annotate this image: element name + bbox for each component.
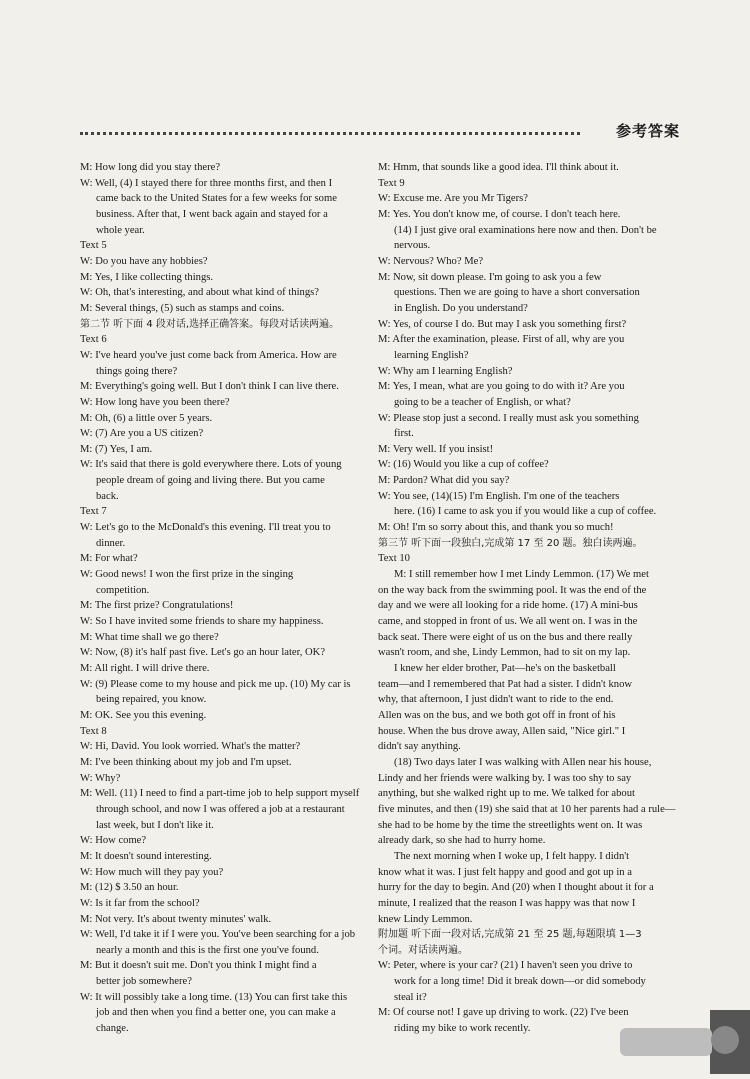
text-line: M: Oh, (6) a little over 5 years. [80,412,213,424]
text-line: house. When the bus drove away, Allen said, "Nice girl." I [378,725,626,737]
text-line: business. After that, I went back again and stayed for a [96,208,328,220]
text-line: back seat. There were eight of us on the bus and there really [378,631,633,643]
text-line: M: Oh! I'm so sorry about this, and thank you so much! [378,522,614,534]
text-line: M: I still remember how I met Lindy Lemmon. (17) We met [394,569,649,581]
text-line: W: Now, (8) it's half past five. Let's go an hour later, OK? [80,647,326,659]
text-line: (18) Two days later I was walking with Allen near his house, [394,756,652,768]
text-line: W: Well, I'd take it if I were you. You've been searching for a job [80,929,356,941]
text-line: 第三节 听下面一段独白,完成第 17 至 20 题。独白读两遍。 [378,537,643,549]
text-line: M: The first prize? Congratulations! [80,600,234,612]
text-line: nervous. [394,240,431,252]
text-line: M: (12) $ 3.50 an hour. [80,882,179,894]
text-line: M: Of course not! I gave up driving to work. (22) I've been [378,1007,629,1019]
header-title: 参考答案 [615,124,680,140]
text-line: here. (16) I came to ask you if you would like a cup of coffee. [394,506,657,518]
text-line: know what it was. I just felt happy and good and got up in a [378,866,632,878]
watermark-logo [600,1010,750,1074]
text-line: Lindy and her friends were walking by. I was too shy to say [378,772,632,784]
text-line: whole year. [96,224,145,236]
text-line: M: But it doesn't suit me. Don't you think I might find a [80,960,317,972]
left-column [80,160,370,1037]
text-line: job and then when you find a better one, you can make a [96,1007,336,1019]
right-column [378,160,676,1037]
text-line: M: Now, sit down please. I'm going to ask you a few [378,271,602,283]
text-line: M: Everything's going well. But I don't think I can live there. [80,381,339,393]
text-line: better job somewhere? [96,976,192,988]
text-line: 第二节 听下面 4 段对话,选择正确答案。每段对话读两遍。 [80,318,340,330]
text-line: nearly a month and this is the first one you've found. [96,944,319,956]
text-line: M: Yes, I mean, what are you going to do with it? Are you [378,381,625,393]
text-line: day and we were all looking for a ride home. (17) A mini-bus [378,600,638,612]
text-line: W: How come? [80,835,147,847]
text-line: W: So I have invited some friends to share my happiness. [80,616,324,628]
text-line: W: Please stop just a second. I really must ask you something [378,412,639,424]
text-line: steal it? [394,991,427,1003]
text-line: W: I've heard you've just come back from America. How are [80,349,337,361]
text-line: wasn't room, and she, Lindy Lemmon, had to sit on my lap. [378,647,631,659]
text-line: M: All right. I will drive there. [80,663,210,674]
text-line: W: Good news! I won the first prize in the singing [80,569,294,581]
text-line: 个词。对话读两遍。 [378,944,468,956]
text-line: five minutes, and then (19) she said that at 10 her parents had a rule— [378,803,676,815]
text-line: W: Oh, that's interesting, and about what kind of things? [80,287,319,299]
text-line: W: Is it far from the school? [80,897,200,909]
text-line: came, and stopped in front of us. We all went on. I was in the [378,616,638,628]
text-line: people dream of going and living there. But you came [96,475,325,487]
text-line: M: Several things, (5) such as stamps and coins. [80,302,285,314]
text-line: M: Yes, I like collecting things. [80,271,214,283]
text-line: in English. Do you understand? [394,302,528,314]
text-line: M: Hmm, that sounds like a good idea. I'll think about it. [378,162,619,173]
dotted-rule [80,132,580,135]
text-line: M: For what? [80,553,138,565]
text-line: Text 6 [80,334,107,346]
text-line: learning English? [394,349,469,361]
text-line: Text 9 [378,177,405,189]
text-line: Allen was on the bus, and we both got off in front of his [378,709,616,721]
text-line: things going there? [96,365,178,377]
text-line: being repaired, you know. [96,694,207,706]
text-line: Text 7 [80,506,107,518]
text-line: The next morning when I woke up, I felt happy. I didn't [394,850,630,862]
text-line: questions. Then we are going to have a short conversation [394,287,640,299]
text-line: M: Well. (11) I need to find a part-time job to help support myself [80,788,360,800]
text-line: Text 8 [80,725,107,737]
text-line: anything, but she walked right up to me. We talked for about [378,788,635,800]
text-line: back. [96,490,119,502]
text-line: I knew her elder brother, Pat—he's on the basketball [394,663,616,674]
text-line: knew Lindy Lemmon. [378,913,473,925]
text-line: M: Yes. You don't know me, of course. I don't teach here. [378,208,621,220]
text-line: W: Yes, of course I do. But may I ask you something first? [378,318,627,330]
text-line: team—and I remembered that Pat had a sister. I didn't know [378,678,633,690]
text-line: W: It's said that there is gold everywhere there. Lots of young [80,459,342,471]
text-line: W: It will possibly take a long time. (13) You can first take this [80,991,348,1003]
text-line: through school, and now I was offered a job at a restaurant [96,803,345,815]
text-line: first. [394,428,414,440]
text-line: didn't say anything. [378,741,461,753]
text-line: W: How much will they pay you? [80,866,224,878]
text-line: M: Pardon? What did you say? [378,475,510,487]
text-line: W: (9) Please come to my house and pick me up. (10) My car is [80,678,351,690]
page-header [80,120,680,144]
text-line: W: Excuse me. Are you Mr Tigers? [378,193,528,205]
text-line: dinner. [96,537,126,549]
text-line: W: Let's go to the McDonald's this evening. I'll treat you to [80,522,331,534]
text-line: W: Do you have any hobbies? [80,255,208,267]
text-line: M: OK. See you this evening. [80,709,207,721]
text-line: M: How long did you stay there? [80,162,221,173]
text-line: already dark, so she had to hurry home. [378,835,546,847]
text-line: W: You see, (14)(15) I'm English. I'm one of the teachers [378,490,620,502]
text-line: M: (7) Yes, I am. [80,443,153,455]
text-line: Text 10 [378,553,410,565]
text-line: W: Hi, David. You look worried. What's the matter? [80,741,301,753]
text-line: going to be a teacher of English, or what? [394,396,571,408]
text-line: (14) I just give oral examinations here now and then. Don't be [394,224,657,236]
text-line: M: I've been thinking about my job and I'm upset. [80,756,292,768]
text-line: W: Why am I learning English? [378,365,513,377]
text-line: M: After the examination, please. First of all, why are you [378,334,625,346]
text-line: change. [96,1023,129,1035]
text-line: M: What time shall we go there? [80,631,219,643]
text-line: M: It doesn't sound interesting. [80,850,212,862]
text-line: last week, but I don't like it. [96,819,214,831]
text-line: hurry for the day to begin. And (20) when I thought about it for a [378,882,654,894]
text-line: why, that afternoon, I just didn't want to ride to the end. [378,694,614,706]
text-line: riding my bike to work recently. [394,1023,531,1035]
text-line: she had to be home by the time the streetlights went on. It was [378,819,643,831]
text-line: W: (16) Would you like a cup of coffee? [378,459,549,471]
text-line: W: Well, (4) I stayed there for three months first, and then I [80,177,333,189]
text-line: came back to the United States for a few weeks for some [96,193,337,205]
text-line: 附加题 听下面一段对话,完成第 21 至 25 题,每题限填 1—3 [378,929,642,941]
text-line: M: Not very. It's about twenty minutes' walk. [80,913,272,925]
text-line: W: Nervous? Who? Me? [378,255,484,267]
text-line: minute, I realized that the reason I was happy was that now I [378,897,636,909]
text-line: work for a long time! Did it break down—or did somebody [394,976,646,988]
text-line: competition. [96,584,150,596]
text-line: W: Peter, where is your car? (21) I haven't seen you drive to [378,960,633,972]
text-line: W: Why? [80,772,121,784]
text-line: Text 5 [80,240,107,252]
text-line: on the way back from the swimming pool. It was the end of the [378,584,647,596]
text-line: W: (7) Are you a US citizen? [80,428,204,440]
text-line: M: Very well. If you insist! [378,443,494,455]
text-line: W: How long have you been there? [80,396,230,408]
